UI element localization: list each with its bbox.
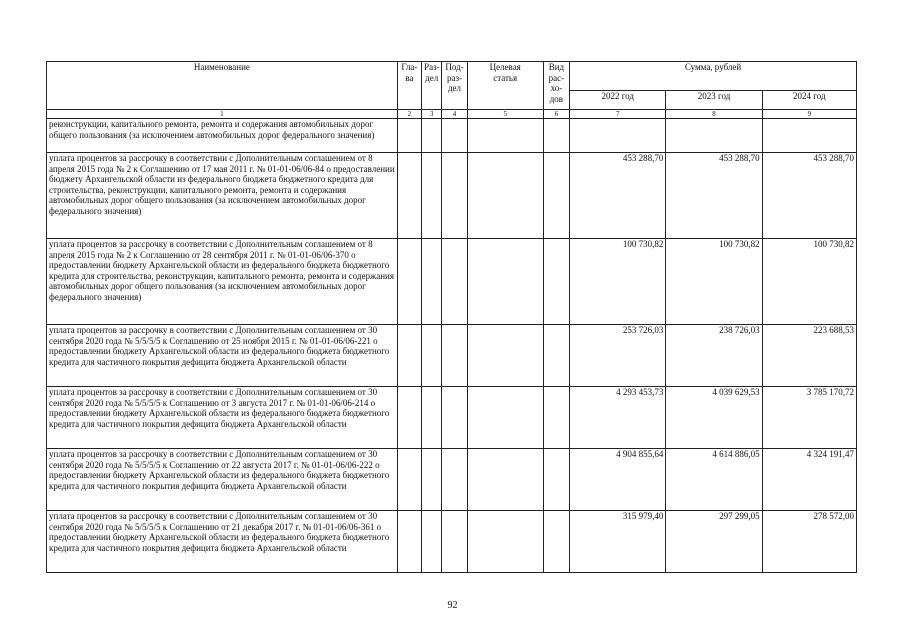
row-name: уплата процентов за рассрочку в соответствии с Дополнительным соглашением от 8 апреля 2015 года № 2 к Соглашению от 17 мая 2011 г. № 01-01-06/06-84 о предоставлении бюджету Архангельской области из федерального бюджета бюджетного кредита для строительства, реконструкции, капитального ремонта, ремонта и содержания автомобильных дорог общего пользования (за исключением автомобильных дорог федерального значения) [47, 153, 398, 239]
row-name: уплата процентов за рассрочку в соответствии с Дополнительным соглашением от 30 сентября 2020 года № 5/5/5/5 к Соглашению от 3 августа 2017 г. № 01-01-06/06-214 о предоставлении бюджету Архангельской области из федерального бюджета бюджетного кредита для частичного покрытия дефицита бюджета Архангельской области [47, 387, 398, 449]
amount-2022: 100 730,82 [570, 239, 666, 325]
amount-2023: 297 299,05 [666, 511, 762, 573]
amount-2023: 100 730,82 [666, 239, 762, 325]
header-row [47, 62, 857, 91]
header-expense-type: Вид рас- хо- дов [543, 62, 569, 110]
table-row [47, 449, 857, 511]
table-row [47, 325, 857, 387]
amount-2022: 4 293 453,73 [570, 387, 666, 449]
amount-2022: 453 288,70 [570, 153, 666, 239]
column-number: 7 [570, 110, 666, 119]
amount-2024: 278 572,00 [762, 511, 856, 573]
amount-2024: 4 324 191,47 [762, 449, 856, 511]
column-number: 5 [467, 110, 543, 119]
row-name: уплата процентов за рассрочку в соответствии с Дополнительным соглашением от 30 сентября 2020 года № 5/5/5/5 к Соглашению от 25 ноября 2015 г. № 01-01-06/06-221 о предоставлении бюджету Архангельской области из федерального бюджета бюджетного кредита для частичного покрытия дефицита бюджета Архангельской области [47, 325, 398, 387]
amount-2024: 223 688,53 [762, 325, 856, 387]
header-razdel: Раз- дел [422, 62, 442, 110]
amount-2024: 100 730,82 [762, 239, 856, 325]
column-number: 6 [543, 110, 569, 119]
amount-2022: 315 979,40 [570, 511, 666, 573]
header-year-2023: 2023 год [666, 91, 762, 110]
amount-2023 [666, 119, 762, 153]
amount-2023: 453 288,70 [666, 153, 762, 239]
amount-2023: 4 614 886,05 [666, 449, 762, 511]
table-row [47, 387, 857, 449]
table-row [47, 153, 857, 239]
table-row [47, 119, 857, 153]
header-name: Наименование [47, 62, 398, 110]
column-number: 2 [397, 110, 421, 119]
header-target: Целевая статья [467, 62, 543, 110]
header-year-2022: 2022 год [570, 91, 666, 110]
table-row [47, 511, 857, 573]
amount-2023: 238 726,03 [666, 325, 762, 387]
header-glava: Гла- ва [397, 62, 421, 110]
amount-2024 [762, 119, 856, 153]
budget-table [46, 61, 857, 573]
table-row [47, 239, 857, 325]
row-name: уплата процентов за рассрочку в соответствии с Дополнительным соглашением от 30 сентября 2020 года № 5/5/5/5 к Соглашению от 21 декабря 2017 г. № 01-01-06/06-361 о предоставлении бюджету Архангельской области из федерального бюджета бюджетного кредита для частичного покрытия дефицита бюджета Архангельской области [47, 511, 398, 573]
header-sum: Сумма, рублей [570, 62, 857, 91]
amount-2022 [570, 119, 666, 153]
row-name: уплата процентов за рассрочку в соответствии с Дополнительным соглашением от 8 апреля 2015 года № 2 к Соглашению от 28 сентября 2011 г. № 01-01-06/06-370 о предоставлении бюджету Архангельской области из федерального бюджета бюджетного кредита для строительства, реконструкции, капитального ремонта, ремонта и содержания автомобильных дорог общего пользования (за исключением автомобильных дорог федерального значения) [47, 239, 398, 325]
header-year-2024: 2024 год [762, 91, 856, 110]
amount-2024: 453 288,70 [762, 153, 856, 239]
column-numbers-row [47, 110, 857, 119]
column-number: 1 [47, 110, 398, 119]
column-number: 9 [762, 110, 856, 119]
amount-2024: 3 785 170,72 [762, 387, 856, 449]
page-number: 92 [447, 600, 458, 611]
amount-2022: 4 904 855,64 [570, 449, 666, 511]
amount-2022: 253 726,03 [570, 325, 666, 387]
header-podrazdel: Под- раз- дел [442, 62, 467, 110]
row-name: реконструкции, капитального ремонта, ремонта и содержания автомобильных дорог общего пользования (за исключением автомобильных дорог федерального значения) [47, 119, 398, 153]
row-name: уплата процентов за рассрочку в соответствии с Дополнительным соглашением от 30 сентября 2020 года № 5/5/5/5 к Соглашению от 22 августа 2017 г. № 01-01-06/06-222 о предоставлении бюджету Архангельской области из федерального бюджета бюджетного кредита для частичного покрытия дефицита бюджета Архангельской области [47, 449, 398, 511]
column-number: 3 [422, 110, 442, 119]
amount-2023: 4 039 629,53 [666, 387, 762, 449]
column-number: 4 [442, 110, 467, 119]
column-number: 8 [666, 110, 762, 119]
